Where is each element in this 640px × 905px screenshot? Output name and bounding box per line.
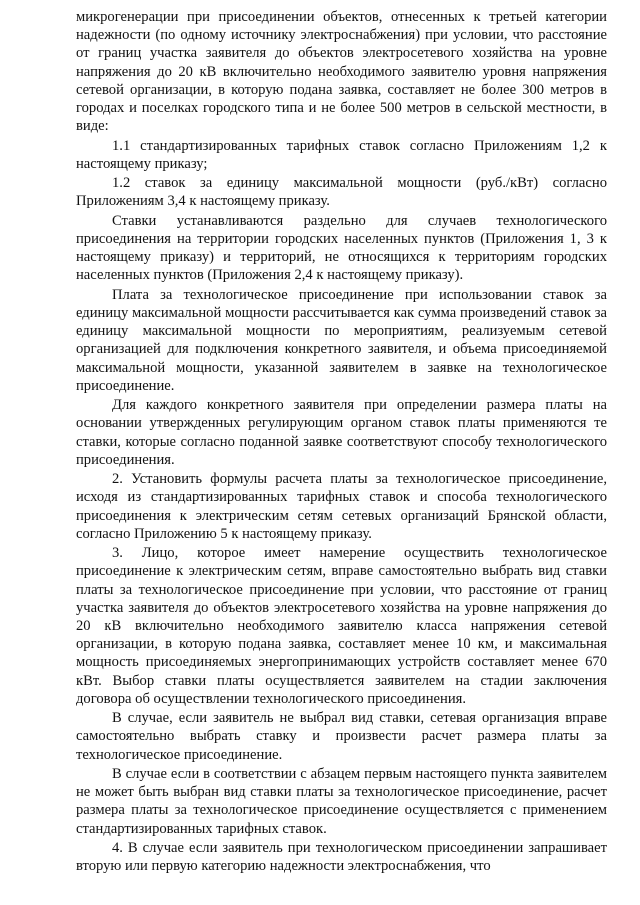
paragraph-9: В случае, если заявитель не выбрал вид ставки, сетевая организация вправе самостоятельно выбрать ставку и произвести расчет размера платы за технологическое присоединение. — [76, 710, 607, 763]
paragraph-3: 1.2 ставок за единицу максимальной мощности (руб./кВт) согласно Приложениям 3,4 к настоящему приказу. — [76, 175, 607, 210]
paragraph-11: 4. В случае если заявитель при технологическом присоединении запрашивает вторую или первую категорию надежности электроснабжения, что — [76, 840, 607, 875]
paragraph-5: Плата за технологическое присоединение при использовании ставок за единицу максимальной мощности рассчитывается как сумма произведений ставок за единицу максимальной мощности по мероприятиям, реализуемым сетевой организацией для подключения конкретного заявителя, и объема присоединяемой максимальной мощности, указанной заявителем в заявке на технологическое присоединение. — [76, 286, 607, 394]
paragraph-6: Для каждого конкретного заявителя при определении размера платы на основании утвержденных регулирующим органом ставок платы применяются те ставки, которые согласно поданной заявке соответствуют способу технологического присоединения. — [76, 397, 607, 468]
document-page — [76, 8, 607, 877]
paragraph-7: 2. Установить формулы расчета платы за технологическое присоединение, исходя из стандартизированных тарифных ставок и способа технологического присоединения к электрическим сетям сетевых организаций Брянской области, согласно Приложению 5 к настоящему приказу. — [76, 471, 607, 542]
paragraph-10: В случае если в соответствии с абзацем первым настоящего пункта заявителем не может быть выбран вид ставки платы за технологическое присоединение, расчет размера платы за технологическое присоединение осуществляется с применением стандартизированных тарифных ставок. — [76, 766, 607, 837]
paragraph-1: микрогенерации при присоединении объектов, отнесенных к третьей категории надежности (по одному источнику электроснабжения) при условии, что расстояние от границ участка заявителя до объектов электросетевого хозяйства на уровне напряжения до 20 кВ включительно необходимого заявителю уровня напряжения сетевой организации, в которую подана заявка, составляет не более 300 метров в городах и поселках городского типа и не более 500 метров в сельской местности, в виде: — [76, 9, 607, 135]
paragraph-2: 1.1 стандартизированных тарифных ставок согласно Приложениям 1,2 к настоящему приказу; — [76, 137, 607, 172]
paragraph-8: 3. Лицо, которое имеет намерение осуществить технологическое присоединение к электрическим сетям, вправе самостоятельно выбрать вид ставки платы за технологическое присоединение при условии, что расстояние от границ участка заявителя до объектов электросетевого хозяйства на уровне напряжения до 20 кВ включительно необходимого заявителю класса напряжения сетевой организации, в которую подана заявка, составляет менее 10 км, и максимальная мощность присоединяемых энергопринимающих устройств составляет менее 670 кВт. Выбор ставки платы осуществляется заявителем на стадии заключения договора об осуществлении технологического присоединения. — [76, 545, 607, 707]
paragraph-4: Ставки устанавливаются раздельно для случаев технологического присоединения на территории городских населенных пунктов (Приложения 1, 3 к настоящему приказу) и территорий, не относящихся к территориям городских населенных пунктов (Приложения 2,4 к настоящему приказу). — [76, 212, 607, 284]
